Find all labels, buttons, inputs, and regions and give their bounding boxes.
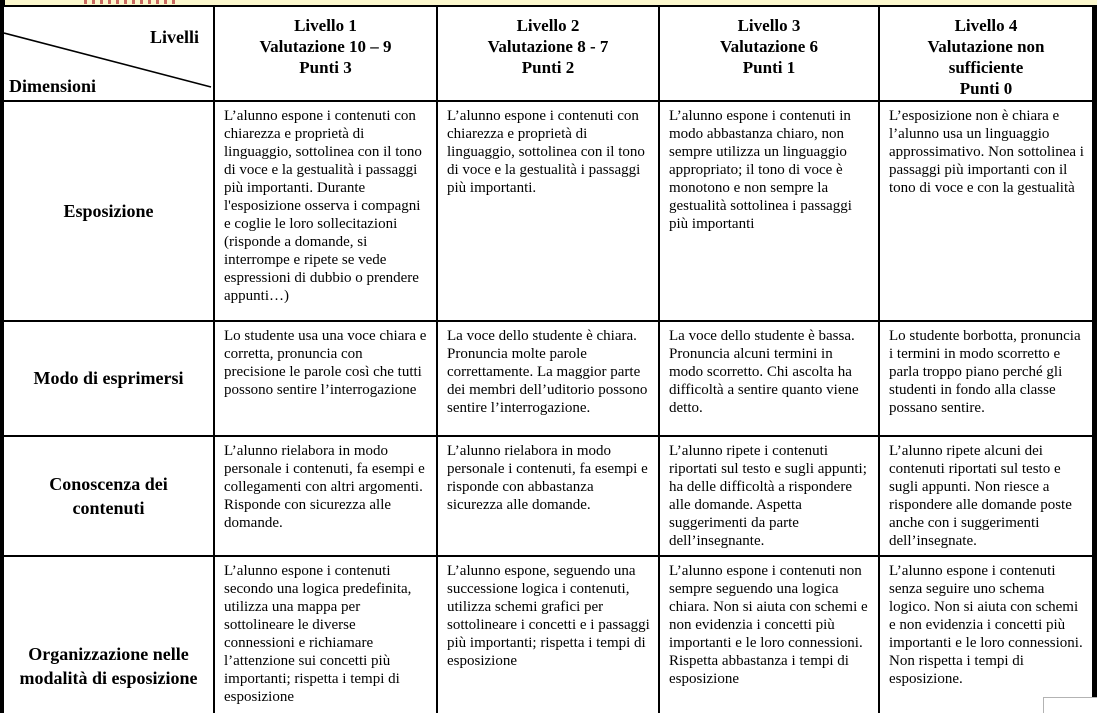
cell-esposizione-livello-1: L’alunno espone i contenuti con chiarezza e proprietà di linguaggio, sottolinea con il tono di voce e la gestualità i passaggi più importanti. Durante l'esposizione osserva i compagni e coglie le loro sollecitazioni (risponde a domande, si interrompe e ripete se vede espressioni di dubbio o prendere appunti…) [215,102,436,320]
header-line: Livello 3 [737,16,801,35]
corner-label-dimensioni: Dimensioni [9,76,97,96]
row-label-esposizione [4,102,213,320]
row-label-organizzazione [4,557,213,713]
corner-label-livelli: Livelli [150,27,199,47]
header-line: Punti 0 [959,79,1013,98]
cell-modo-livello-3: La voce dello studente è bassa. Pronuncia alcuni termini in modo scorretto. Chi ascolta ha difficoltà a sentire quanto viene detto. [660,322,878,435]
header-line: Punti 1 [742,58,796,77]
row-label-modo-di-esprimersi [4,322,213,435]
row-label-text: Organizzazione nelle modalità di esposizione [19,643,198,688]
column-header-livello-2 [438,7,658,100]
cell-modo-livello-2: La voce dello studente è chiara. Pronuncia molte parole correttamente. La maggior parte dei membri dell’uditorio possono sentire l’interrogazione. [438,322,658,435]
row-label-text: Esposizione [63,200,154,221]
corner-cell-livelli-dimensioni [4,7,213,100]
cell-organizzazione-livello-2: L’alunno espone, seguendo una successione logica i contenuti, utilizza schemi grafici per sottolineare i concetti e i passaggi più importanti; rispetta i tempi di esposizione [438,557,658,713]
cell-conoscenza-livello-1: L’alunno rielabora in modo personale i contenuti, fa esempi e collegamenti con altri argomenti. Risponde con sicurezza alle domande. [215,437,436,555]
cell-esposizione-livello-2: L’alunno espone i contenuti con chiarezza e proprietà di linguaggio, sottolinea con il tono di voce e la gestualità i passaggi più importanti. [438,102,658,320]
cell-modo-livello-1: Lo studente usa una voce chiara e corretta, pronuncia con precisione le parole così che tutti possono sentire l’interrogazione [215,322,436,435]
cell-conoscenza-livello-3: L’alunno ripete i contenuti riportati sul testo e sugli appunti; ha delle difficoltà a rispondere alle domande. Aspetta suggerimenti da parte dell’insegnante. [660,437,878,555]
row-label-conoscenza-dei-contenuti [4,437,213,555]
header-line: Livello 1 [294,16,357,35]
cropped-white-box [1043,697,1097,713]
cell-esposizione-livello-3: L’alunno espone i contenuti in modo abbastanza chiaro, non sempre utilizza un linguaggio appropriato; il tono di voce è monotono e non sempre la gestualità sottolinea i passaggi più importanti [660,102,878,320]
cell-conoscenza-livello-4: L’alunno ripete alcuni dei contenuti riportati sul testo e sugli appunti. Non riesce a rispondere alle domande poste anche con i suggerimenti dell’insegnate. [880,437,1092,555]
header-line: Valutazione non sufficiente [927,37,1045,77]
header-line: Valutazione 8 - 7 [487,37,609,56]
header-line: Punti 2 [521,58,575,77]
cell-organizzazione-livello-3: L’alunno espone i contenuti non sempre seguendo una logica chiara. Non si aiuta con schemi e non evidenzia i concetti più importanti e le loro connessioni. Rispetta abbastanza i tempi di esposizione [660,557,878,713]
column-header-livello-1 [215,7,436,100]
column-header-livello-4 [880,7,1092,100]
cell-organizzazione-livello-1: L’alunno espone i contenuti secondo una logica predefinita, utilizza una mappa per sottolineare le diverse connessioni e richiamare l’attenzione sui concetti più importanti; rispetta i tempi di esposizione [215,557,436,713]
header-line: Livello 2 [516,16,580,35]
clipped-red-text-fragment [84,0,176,4]
cell-organizzazione-livello-4: L’alunno espone i contenuti senza seguire uno schema logico. Non si aiuta con schemi e non evidenzia i concetti più importanti e le loro connessioni. Non rispetta i tempi di esposizione. [880,557,1092,713]
cell-modo-livello-4: Lo studente borbotta, pronuncia i termini in modo scorretto e parla troppo piano perché gli studenti in fondo alla classe possano sentire. [880,322,1092,435]
row-label-text: Conoscenza dei contenuti [49,473,168,518]
cell-esposizione-livello-4: L’esposizione non è chiara e l’alunno usa un linguaggio approssimativo. Non sottolinea i passaggi più importanti con il tono di voce e con la gestualità [880,102,1092,320]
cell-conoscenza-livello-2: L’alunno rielabora in modo personale i contenuti, fa esempi e risponde con abbastanza sicurezza alle domande. [438,437,658,555]
row-label-text: Modo di esprimersi [33,368,184,389]
evaluation-rubric-table [0,5,1097,713]
header-line: Punti 3 [299,58,352,77]
column-header-livello-3 [660,7,878,100]
header-line: Valutazione 10 – 9 [259,37,392,56]
header-line: Livello 4 [954,16,1018,35]
header-line: Valutazione 6 [719,37,819,56]
